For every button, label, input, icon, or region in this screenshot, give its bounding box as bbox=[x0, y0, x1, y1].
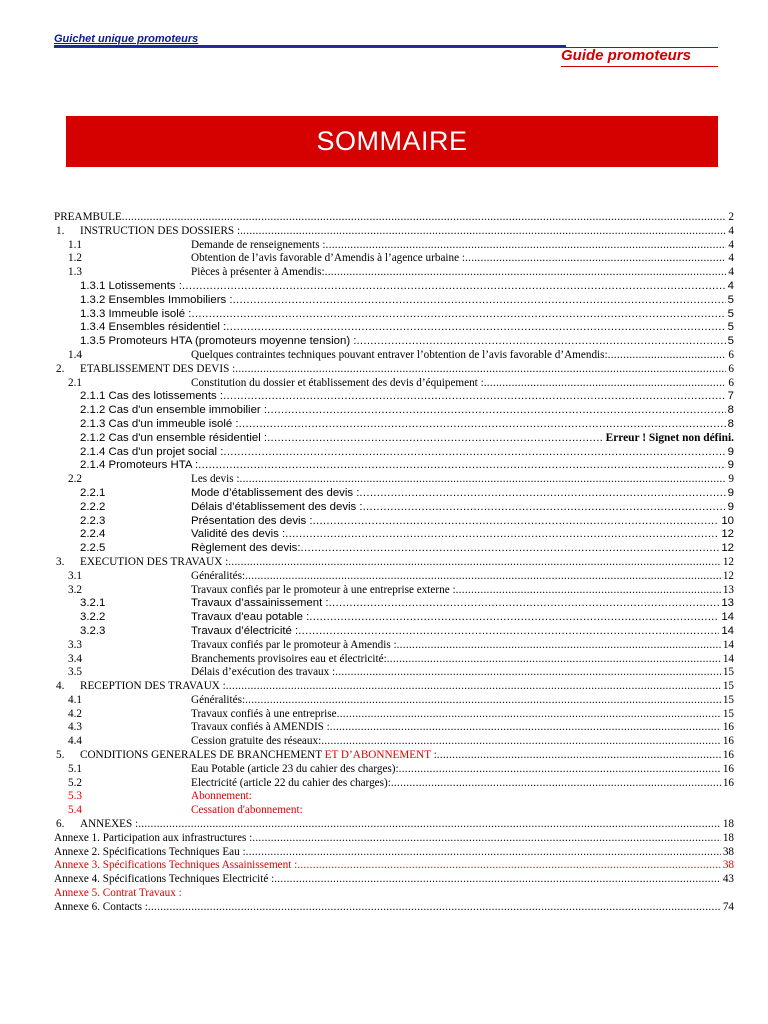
toc-leader-dots bbox=[297, 859, 721, 873]
toc-entry[interactable] bbox=[54, 363, 734, 377]
toc-entry-title: Electricité (article 22 du cahier des charges): bbox=[191, 776, 391, 789]
toc-leader-dots bbox=[325, 266, 727, 280]
toc-entry[interactable] bbox=[54, 625, 734, 639]
toc-entry[interactable] bbox=[54, 832, 734, 846]
toc-entry-page: 15 bbox=[722, 707, 734, 720]
toc-entry[interactable] bbox=[54, 708, 734, 722]
toc-leader-dots bbox=[399, 763, 721, 777]
toc-entry-number: 5. bbox=[56, 749, 65, 762]
toc-leader-dots bbox=[321, 735, 721, 749]
toc-entry[interactable] bbox=[54, 377, 734, 391]
toc-entry[interactable] bbox=[54, 777, 734, 791]
toc-entry-title: 1.3.3 Immeuble isolé : bbox=[80, 307, 192, 320]
toc-entry[interactable] bbox=[54, 749, 734, 763]
toc-entry-page: 15 bbox=[722, 680, 734, 693]
toc-entry-title: Demande de renseignements : bbox=[191, 238, 326, 251]
toc-entry-title: 1.3.4 Ensembles résidentiel : bbox=[80, 321, 227, 334]
toc-entry-number: 3.2 bbox=[68, 583, 82, 596]
toc-entry-page: 2 bbox=[728, 211, 734, 223]
toc-entry-page: 9 bbox=[727, 486, 734, 499]
toc-leader-dots bbox=[182, 280, 726, 294]
toc-leader-dots bbox=[391, 777, 721, 791]
toc-entry-title: 2.1.3 Cas d'un immeuble isolé : bbox=[80, 417, 239, 430]
toc-entry[interactable] bbox=[54, 501, 734, 515]
toc-entry-title: 2.1.4 Promoteurs HTA : bbox=[80, 459, 199, 472]
toc-entry-title: Travaux confiés à AMENDIS : bbox=[191, 721, 330, 734]
toc-entry-title: Délais d’établissement des devis : bbox=[191, 500, 363, 513]
toc-entry-page: 8 bbox=[727, 417, 734, 430]
toc-entry[interactable] bbox=[54, 570, 734, 584]
toc-entry[interactable] bbox=[54, 680, 734, 694]
toc-entry-title: CONDITIONS GENERALES DE BRANCHEMENT ET D’ABONNEMENT : bbox=[80, 749, 437, 762]
toc-entry[interactable] bbox=[54, 459, 734, 473]
toc-entry[interactable] bbox=[54, 666, 734, 680]
toc-entry-number: 3.1 bbox=[68, 569, 82, 582]
toc-entry-page: 6 bbox=[728, 348, 734, 361]
toc-entry[interactable] bbox=[54, 335, 734, 349]
toc-leader-dots bbox=[226, 321, 725, 335]
toc-entry-page: 43 bbox=[722, 873, 734, 886]
toc-entry-page: 4 bbox=[728, 238, 734, 251]
toc-entry-number: 3.3 bbox=[68, 638, 82, 651]
toc-entry-title: Travaux d’électricité : bbox=[191, 624, 299, 637]
toc-leader-dots bbox=[298, 625, 719, 639]
toc-entry-number: 2.2 bbox=[68, 473, 82, 486]
toc-entry-number: 3.2.1 bbox=[80, 597, 106, 610]
toc-entry-page: 14 bbox=[722, 638, 734, 651]
toc-entry-title: 2.1.2 Cas d'un ensemble résidentiel : bbox=[80, 431, 268, 444]
summary-title: SOMMAIRE bbox=[316, 126, 468, 156]
toc-entry-page: 12 bbox=[721, 528, 734, 541]
toc-entry-title: Obtention de l’avis favorable d’Amendis à l’agence urbaine : bbox=[191, 252, 465, 265]
toc-entry[interactable] bbox=[54, 542, 734, 556]
toc-entry-title: INSTRUCTION DES DOSSIERS : bbox=[80, 224, 241, 237]
toc-entry-number: 2.2.1 bbox=[80, 486, 106, 499]
toc-entry[interactable] bbox=[54, 321, 734, 335]
toc-entry-title: Annexe 3. Spécifications Techniques Assainissement : bbox=[54, 859, 298, 872]
toc-entry[interactable] bbox=[54, 735, 734, 749]
toc-entry-page: 8 bbox=[727, 404, 734, 417]
toc-entry-number: 3.4 bbox=[68, 652, 82, 665]
toc-entry-title: Annexe 6. Contacts : bbox=[54, 900, 148, 913]
summary-banner bbox=[66, 116, 718, 167]
toc-entry-page: 18 bbox=[722, 831, 734, 844]
toc-entry-page: 5 bbox=[727, 307, 734, 320]
toc-entry-page: 5 bbox=[727, 321, 734, 334]
toc-entry-title: Travaux confiés par le promoteur à une entreprise externe : bbox=[191, 583, 456, 596]
toc-entry-title: Annexe 1. Participation aux infrastructures : bbox=[54, 831, 253, 844]
toc-entry-title: Travaux confiés à une entreprise bbox=[191, 707, 337, 720]
toc-entry[interactable] bbox=[54, 873, 734, 887]
toc-entry-title: RECEPTION DES TRAVAUX : bbox=[80, 680, 226, 693]
toc-entry-number: 1.1 bbox=[68, 238, 82, 251]
toc-entry-page: 74 bbox=[722, 900, 734, 913]
toc-leader-dots bbox=[239, 418, 726, 432]
toc-entry-title: Annexe 5. Contrat Travaux : bbox=[54, 887, 182, 900]
toc-leader-dots bbox=[191, 308, 725, 322]
toc-entry[interactable] bbox=[54, 639, 734, 653]
toc-entry-title: Constitution du dossier et établissement des devis d’équipement : bbox=[191, 376, 484, 389]
toc-entry-page: 14 bbox=[721, 624, 734, 637]
toc-leader-dots bbox=[326, 239, 727, 253]
toc-leader-dots bbox=[267, 432, 604, 446]
toc-entry-page: 12 bbox=[722, 569, 734, 582]
toc-leader-dots bbox=[397, 639, 721, 653]
toc-entry-number: 5.2 bbox=[68, 776, 82, 789]
toc-entry[interactable] bbox=[54, 308, 734, 322]
header-right-underline bbox=[561, 66, 718, 67]
toc-leader-dots bbox=[246, 846, 721, 860]
toc-entry-page: 6 bbox=[728, 362, 734, 375]
toc-entry-page: 6 bbox=[728, 376, 734, 389]
toc-entry[interactable] bbox=[54, 487, 734, 501]
toc-entry-title: 1.3.2 Ensembles Immobiliers : bbox=[80, 293, 233, 306]
toc-entry-number: 3. bbox=[56, 555, 65, 568]
toc-entry[interactable] bbox=[54, 252, 734, 266]
toc-entry-number: 4.1 bbox=[68, 693, 82, 706]
toc-leader-dots bbox=[465, 252, 726, 266]
toc-entry[interactable] bbox=[54, 818, 734, 832]
toc-entry[interactable] bbox=[54, 418, 734, 432]
toc-entry[interactable] bbox=[54, 515, 734, 529]
toc-entry[interactable] bbox=[54, 694, 734, 708]
toc-entry-number: 2. bbox=[56, 362, 65, 375]
toc-entry-title: Validité des devis : bbox=[191, 528, 286, 541]
toc-entry-number: 1.2 bbox=[68, 252, 82, 265]
toc-leader-dots bbox=[608, 349, 727, 363]
toc-entry-number: 5.1 bbox=[68, 762, 82, 775]
toc-entry[interactable] bbox=[54, 790, 734, 804]
toc-leader-dots bbox=[233, 294, 726, 308]
toc-entry-page: 5 bbox=[727, 335, 734, 348]
toc-entry[interactable] bbox=[54, 653, 734, 667]
toc-entry[interactable] bbox=[54, 901, 734, 915]
toc-entry[interactable] bbox=[54, 763, 734, 777]
toc-entry-number: 2.1 bbox=[68, 376, 82, 389]
toc-entry-number: 2.2.4 bbox=[80, 528, 106, 541]
toc-leader-dots bbox=[301, 542, 720, 556]
toc-entry-number: 1. bbox=[56, 224, 65, 237]
toc-leader-dots bbox=[335, 666, 721, 680]
toc-entry-page: 9 bbox=[727, 445, 734, 458]
toc-leader-dots bbox=[437, 749, 721, 763]
toc-entry-number: 5.3 bbox=[68, 790, 82, 803]
toc-entry-title: ETABLISSEMENT DES DEVIS : bbox=[80, 362, 236, 375]
toc-entry-number: 5.4 bbox=[68, 804, 82, 817]
toc-entry[interactable] bbox=[54, 446, 734, 460]
header-right-title: Guide promoteurs bbox=[561, 47, 692, 64]
toc-entry-title: Présentation des devis : bbox=[191, 514, 313, 527]
toc-entry[interactable] bbox=[54, 211, 734, 225]
toc-entry[interactable] bbox=[54, 404, 734, 418]
toc-entry-page: 12 bbox=[721, 542, 734, 555]
toc-entry-page: 4 bbox=[728, 252, 734, 265]
toc-entry-number: 3.2.3 bbox=[80, 624, 106, 637]
toc-entry[interactable] bbox=[54, 721, 734, 735]
toc-entry-number: 1.4 bbox=[68, 348, 82, 361]
toc-entry-page: 38 bbox=[722, 859, 734, 872]
toc-entry-page: 15 bbox=[722, 666, 734, 679]
toc-leader-dots bbox=[274, 873, 721, 887]
toc-entry-page: 4 bbox=[728, 224, 734, 237]
toc-entry-page: 9 bbox=[728, 473, 734, 486]
toc-entry-number: 4. bbox=[56, 680, 65, 693]
toc-leader-dots bbox=[329, 597, 720, 611]
toc-leader-dots bbox=[228, 556, 721, 570]
toc-entry-title: Annexe 2. Spécifications Techniques Eau : bbox=[54, 845, 246, 858]
toc-entry-title: Travaux confiés par le promoteur à Amendis : bbox=[191, 638, 397, 651]
toc-entry-page: Erreur ! Signet non défini. bbox=[605, 431, 734, 444]
toc-entry-title: Généralités: bbox=[191, 569, 246, 582]
toc-entry-number: 4.3 bbox=[68, 721, 82, 734]
toc-entry-number: 2.2.5 bbox=[80, 542, 106, 555]
toc-leader-dots bbox=[223, 446, 725, 460]
toc-entry[interactable] bbox=[54, 294, 734, 308]
toc-leader-dots bbox=[267, 404, 726, 418]
toc-entry-title: Généralités: bbox=[191, 693, 246, 706]
toc-entry-page: 13 bbox=[721, 597, 734, 610]
toc-entry[interactable] bbox=[54, 859, 734, 873]
toc-entry-title: Travaux d’assainissement : bbox=[191, 597, 329, 610]
toc-entry-title: Annexe 4. Spécifications Techniques Electricité : bbox=[54, 873, 275, 886]
toc-entry-page: 16 bbox=[722, 762, 734, 775]
toc-leader-dots bbox=[313, 515, 720, 529]
toc-entry-page: 9 bbox=[727, 500, 734, 513]
toc-entry-title: 2.1.1 Cas des lotissements : bbox=[80, 390, 224, 403]
toc-entry-number: 2.2.3 bbox=[80, 514, 106, 527]
toc-leader-dots bbox=[359, 487, 725, 501]
toc-leader-dots bbox=[252, 832, 721, 846]
toc-entry-title: Cession gratuite des réseaux: bbox=[191, 735, 322, 748]
toc-leader-dots bbox=[245, 694, 721, 708]
toc-entry[interactable] bbox=[54, 611, 734, 625]
toc-entry-number: 4.2 bbox=[68, 707, 82, 720]
toc-leader-dots bbox=[239, 473, 726, 487]
toc-entry-title: Eau Potable (article 23 du cahier des charges): bbox=[191, 762, 399, 775]
toc-entry-title: EXECUTION DES TRAVAUX : bbox=[80, 555, 229, 568]
toc-leader-dots bbox=[285, 528, 719, 542]
toc-entry-title: Abonnement: bbox=[191, 790, 252, 803]
toc-entry-title: Les devis : bbox=[191, 473, 240, 486]
toc-leader-dots bbox=[484, 377, 727, 391]
toc-entry-title: 1.3.1 Lotissements : bbox=[80, 279, 182, 292]
toc-entry-title: Travaux d'eau potable : bbox=[191, 611, 310, 624]
toc-entry-title: PREAMBULE bbox=[54, 211, 122, 223]
toc-entry-page: 16 bbox=[722, 735, 734, 748]
toc-entry-page: 16 bbox=[722, 776, 734, 789]
toc-leader-dots bbox=[387, 653, 721, 667]
toc-entry-title: Délais d’exécution des travaux : bbox=[191, 666, 336, 679]
toc-entry-page: 38 bbox=[722, 845, 734, 858]
toc-entry[interactable] bbox=[54, 349, 734, 363]
toc-leader-dots bbox=[226, 680, 721, 694]
toc-leader-dots bbox=[223, 390, 726, 404]
toc-leader-dots bbox=[138, 818, 721, 832]
toc-entry-number: 4.4 bbox=[68, 735, 82, 748]
table-of-contents bbox=[54, 211, 734, 915]
toc-entry[interactable] bbox=[54, 528, 734, 542]
toc-entry-title: ANNEXES : bbox=[80, 818, 139, 831]
toc-leader-dots bbox=[122, 211, 727, 225]
toc-leader-dots bbox=[148, 901, 721, 915]
toc-entry-number: 2.2.2 bbox=[80, 500, 106, 513]
toc-entry-title: Règlement des devis: bbox=[191, 542, 301, 555]
toc-entry[interactable] bbox=[54, 473, 734, 487]
toc-entry-number: 1.3 bbox=[68, 266, 82, 279]
toc-entry-title: 1.3.5 Promoteurs HTA (promoteurs moyenne tension) : bbox=[80, 335, 357, 348]
toc-entry[interactable] bbox=[54, 225, 734, 239]
toc-entry-title: Cessation d'abonnement: bbox=[191, 804, 303, 817]
toc-entry-page: 13 bbox=[722, 583, 734, 596]
toc-entry[interactable] bbox=[54, 846, 734, 860]
header-left-title: Guichet unique promoteurs bbox=[54, 33, 199, 45]
toc-entry[interactable] bbox=[54, 584, 734, 598]
toc-entry-title: Branchements provisoires eau et électricité: bbox=[191, 652, 387, 665]
toc-entry-title: 2.1.4 Cas d'un projet social : bbox=[80, 445, 224, 458]
toc-leader-dots bbox=[245, 570, 721, 584]
toc-entry[interactable] bbox=[54, 266, 734, 280]
toc-entry[interactable] bbox=[54, 390, 734, 404]
toc-entry-page: 18 bbox=[722, 818, 734, 831]
toc-leader-dots bbox=[198, 459, 725, 473]
toc-entry-title: Pièces à présenter à Amendis: bbox=[191, 266, 325, 279]
toc-entry-page: 14 bbox=[721, 611, 734, 624]
toc-leader-dots bbox=[363, 501, 726, 515]
toc-entry-number: 6. bbox=[56, 818, 65, 831]
toc-entry-page: 10 bbox=[721, 514, 734, 527]
toc-leader-dots bbox=[356, 335, 725, 349]
toc-entry-page: 4 bbox=[728, 266, 734, 279]
toc-entry-page: 7 bbox=[727, 390, 734, 403]
toc-entry[interactable] bbox=[54, 597, 734, 611]
toc-entry-page: 9 bbox=[727, 459, 734, 472]
toc-leader-dots bbox=[337, 708, 721, 722]
toc-entry-page: 4 bbox=[727, 279, 734, 292]
toc-entry-title: Mode d’établissement des devis : bbox=[191, 486, 360, 499]
toc-leader-dots bbox=[235, 363, 726, 377]
toc-entry[interactable] bbox=[54, 432, 734, 446]
toc-leader-dots bbox=[456, 584, 721, 598]
toc-leader-dots bbox=[240, 225, 726, 239]
toc-leader-dots bbox=[309, 611, 719, 625]
toc-entry[interactable] bbox=[54, 804, 734, 818]
toc-entry[interactable] bbox=[54, 239, 734, 253]
toc-entry-number: 3.2.2 bbox=[80, 611, 106, 624]
toc-entry-page: 14 bbox=[722, 652, 734, 665]
toc-entry[interactable] bbox=[54, 280, 734, 294]
toc-entry[interactable] bbox=[54, 556, 734, 570]
toc-entry[interactable] bbox=[54, 887, 734, 901]
toc-entry-page: 12 bbox=[722, 555, 734, 568]
toc-entry-number: 3.5 bbox=[68, 666, 82, 679]
toc-entry-title: 2.1.2 Cas d'un ensemble immobilier : bbox=[80, 404, 268, 417]
toc-leader-dots bbox=[330, 721, 721, 735]
toc-entry-title: Quelques contraintes techniques pouvant entraver l’obtention de l’avis favorable d’Amendis: bbox=[191, 348, 608, 361]
toc-entry-page: 15 bbox=[722, 693, 734, 706]
toc-entry-page: 16 bbox=[722, 721, 734, 734]
toc-entry-page: 16 bbox=[722, 749, 734, 762]
toc-entry-page: 5 bbox=[727, 293, 734, 306]
